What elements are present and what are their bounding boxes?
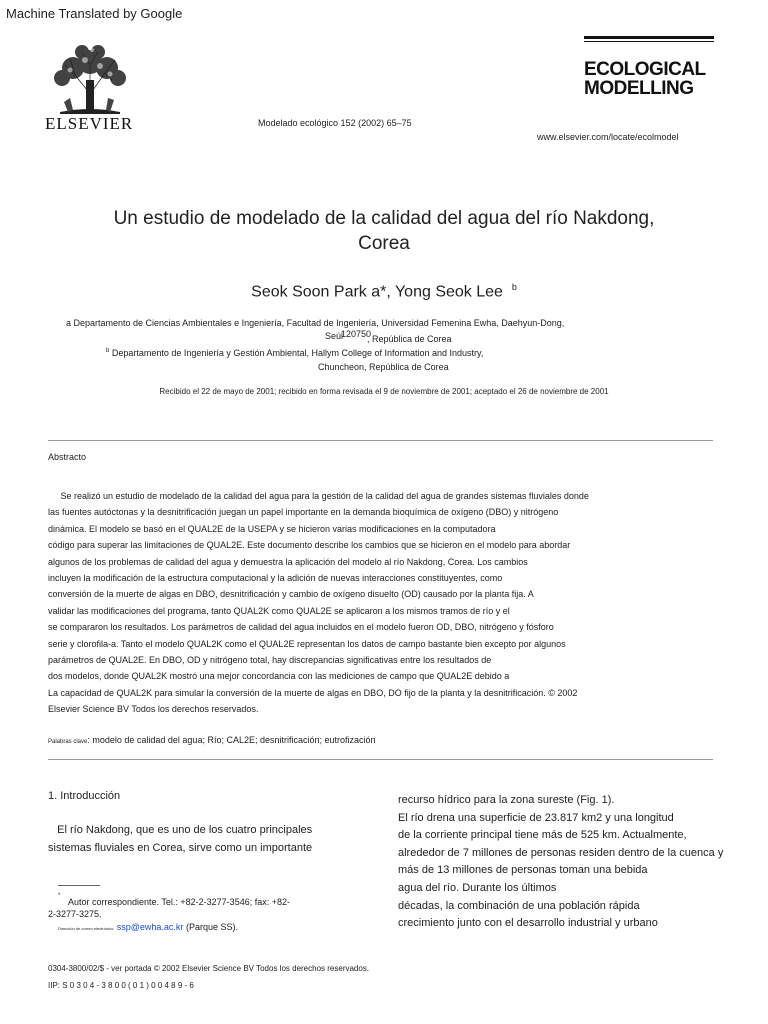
body-text-line: agua del río. Durante los últimos: [398, 881, 557, 894]
affiliation-b: [106, 344, 483, 360]
abstract-line: algunos de los problemas de calidad del agua y demuestra la aplicación del modelo al río Nakdong, Corea. Los cambios: [48, 556, 528, 567]
body-text-line: crecimiento junto con el desarrollo industrial y urbano: [398, 917, 658, 930]
abstract-line: dinámica. El modelo se basó en el QUAL2E de la USEPA y se hicieron varias modificaciones en la computadora: [48, 523, 496, 534]
abstract-line: conversión de la muerte de algas en DBO, desnitrificación y cambio de oxígeno disuelto (OD) causado por la planta fija. A: [48, 589, 534, 600]
journal-reference: Modelado ecológico 152 (2002) 65–75: [258, 118, 412, 128]
journal-url-link[interactable]: www.elsevier.com/locate/ecolmodel: [537, 132, 679, 142]
masthead-rule: [584, 36, 714, 39]
footnote: [48, 890, 290, 920]
affiliation-b-line2: Chuncheon, República de Corea: [318, 362, 449, 372]
received-dates: Recibido el 22 de mayo de 2001; recibido en forma revisada el 9 de noviembre de 2001; aceptado el 26 de noviembre de 2001: [159, 387, 609, 396]
authors-text: Seok Soon Park a*, Yong Seok Lee: [251, 283, 503, 301]
abstract-line: se compararon los resultados. Los parámetros de calidad del agua incluidos en el modelo fueron OD, DBO, nitrógeno y fósforo: [48, 622, 554, 633]
section-heading: 1. Introducción: [48, 790, 121, 802]
left-column-text: [48, 822, 348, 857]
journal-name-line2: MODELLING: [584, 78, 694, 99]
pii-line: IIP: S 0 3 0 4 - 3 8 0 0 ( 0 1 ) 0 0 4 8 9 - 6: [48, 981, 194, 990]
left-column: [48, 790, 348, 857]
copyright-line: 0304-3800/02/$ - ver portada © 2002 Elsevier Science BV Todos los derechos reservados.: [48, 964, 370, 973]
abstract-line: incluyen la modificación de la estructura computacional y la adición de nuevas interacciones constituyentes, como: [48, 573, 503, 584]
machine-translated-banner: Machine Translated by Google: [6, 6, 183, 21]
abstract-line: validar las modificaciones del programa, tanto QUAL2K como QUAL2E se aplicaron a los mismos tramos de río y el: [48, 605, 510, 616]
body-text-line: El río Nakdong, que es uno de los cuatro principales: [48, 824, 313, 836]
body-text-line: sistemas fluviales en Corea, sirve como un importante: [48, 841, 313, 854]
journal-name-line1: ECOLOGICAL: [584, 59, 706, 80]
abstract-line: Elsevier Science BV Todos los derechos reservados.: [48, 704, 259, 715]
abstract-line: dos modelos, donde QUAL2K mostró una mejor concordancia con las mediciones de campo que QUAL2E debido a: [48, 671, 510, 682]
keywords-label: Palabras clave: [48, 739, 88, 745]
divider: [48, 440, 713, 441]
body-text-line: El río drena una superficie de 23.817 km2 y una longitud: [398, 811, 674, 824]
paper-title: [40, 206, 728, 256]
publisher-wordmark: ELSEVIER: [45, 114, 134, 133]
author-affiliation-mark: b: [511, 282, 517, 292]
affiliation-b-line1: Departamento de Ingeniería y Gestión Ambiental, Hallym College of Information and Industry,: [111, 348, 484, 358]
body-text-line: recurso hídrico para la zona sureste (Fig. 1).: [398, 794, 615, 806]
email-line: [58, 922, 238, 932]
email-suffix: (Parque SS).: [185, 922, 238, 932]
abstract-body: [48, 488, 718, 718]
journal-masthead: [584, 36, 714, 98]
right-column-text: [398, 792, 724, 933]
copyright-footer: [48, 960, 369, 994]
email-label: Dirección de correo electrónico:: [58, 926, 115, 931]
title-line1: Un estudio de modelado de la calidad del agua del río Nakdong,: [113, 208, 655, 229]
journal-name: [584, 60, 714, 98]
author-list: [40, 282, 728, 301]
abstract-line: Se realizó un estudio de modelado de la calidad del agua para la gestión de la calidad del agua de grandes sistemas fluviales donde: [48, 491, 589, 501]
masthead-rule: [584, 41, 714, 42]
body-text-line: de la corriente principal tiene más de 525 km. Actualmente,: [398, 829, 687, 842]
affiliation-a-postcode: 120750: [341, 329, 372, 339]
body-text-line: alrededor de 7 millones de personas residen dentro de la cuenca y: [398, 846, 724, 859]
affiliation-a-country: , República de Corea: [367, 334, 452, 344]
footnote-line1: Autor correspondiente. Tel.: +82-2-3277-3546; fax: +82-: [68, 897, 290, 907]
footnote-rule: [58, 885, 100, 886]
body-text-line: décadas, la combinación de una población rápida: [398, 899, 640, 912]
abstract-line: las fuentes autóctonas y la desnitrificación juegan un papel importante en la demanda bioquímica de oxígeno (DBO) y nitrógeno: [48, 507, 559, 518]
abstract-line: La capacidad de QUAL2K para simular la conversión de la muerte de algas en DBO, DO fijo de la planta y la desnitrificación. © 2002: [48, 687, 578, 698]
title-line2: Corea: [358, 233, 410, 254]
abstract-heading: Abstracto: [48, 452, 87, 462]
body-text-line: más de 13 millones de personas toman una bebida: [398, 864, 648, 877]
footnote-mark: *: [58, 893, 61, 899]
email-link[interactable]: ssp@ewha.ac.kr: [116, 922, 184, 932]
abstract-line: parámetros de QUAL2E. En DBO, OD y nitrógeno total, hay discrepancias significativas entre los resultados de: [48, 655, 492, 666]
affiliation-a-city: Seúl: [325, 331, 344, 341]
divider: [48, 759, 713, 760]
footnote-line2: 2-3277-3275.: [48, 909, 102, 919]
affiliation-b-mark: b: [106, 348, 110, 354]
keywords-text: : modelo de calidad del agua; Río; CAL2E; desnitrificación; eutrofización: [87, 735, 376, 745]
abstract-line: código para superar las limitaciones de QUAL2E. Este documento describe los cambios que se hicieron en el modelo para abordar: [48, 540, 571, 551]
abstract-line: serie y clorofila-a. Tanto el modelo QUAL2K como el QUAL2E representan los datos de campo bastante bien excepto por algunos: [48, 638, 566, 649]
affiliation-a-line1: a Departamento de Ciencias Ambientales e Ingeniería, Facultad de Ingeniería, Universidad Femenina Ewha, Daehyun-Dong,: [66, 318, 565, 328]
keywords: [48, 735, 376, 745]
